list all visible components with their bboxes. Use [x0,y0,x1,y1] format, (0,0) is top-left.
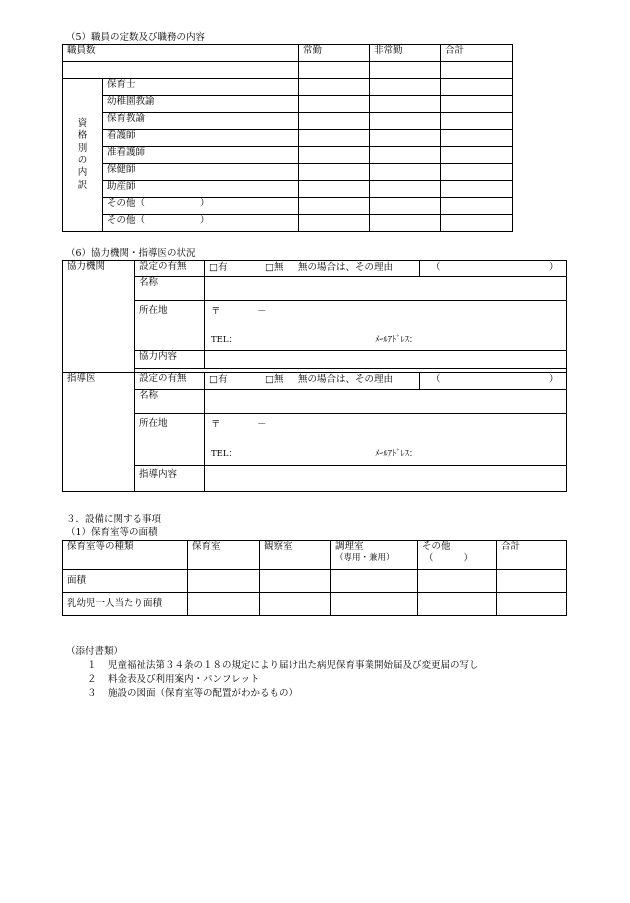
fulltime-header: 常勤 [299,45,370,62]
nursery-room-header: 保育室 [188,541,260,570]
cell[interactable] [260,570,331,593]
section-6-title: （6）協力機関・指導医の状況 [66,248,196,259]
address-cell[interactable] [205,301,567,351]
room-type-header: 保育室等の種類 [63,541,188,570]
total-header: 合計 [497,541,567,570]
qualification-breakdown-label: 資 格 別 の 内 訳 [63,79,103,232]
cell[interactable] [370,96,441,113]
setting-label: 設定の有無 [135,261,205,277]
cell[interactable] [370,181,441,198]
cell[interactable] [299,62,370,79]
attachments-title: （添付書類） [66,646,124,657]
postal-dash: － [257,306,267,317]
paren-close: ） [549,374,559,385]
row-label: 助産師 [103,181,299,198]
row-label: 保健師 [103,164,299,181]
email-label: ﾒｰﾙｱﾄﾞﾚｽ： [375,335,418,345]
cell[interactable] [370,113,441,130]
cell[interactable] [260,593,331,616]
staff-total-row-label [63,62,299,79]
postal-mark: 〒 [211,419,221,430]
kitchen-header: 調理室 （専用・兼用） [331,541,418,570]
cell[interactable] [418,593,497,616]
content-field[interactable] [205,466,567,492]
cell[interactable] [441,62,513,79]
cell[interactable] [299,181,370,198]
section-3-subtitle: （1）保育室等の面積 [66,527,158,538]
parttime-header: 非常勤 [370,45,441,62]
cell[interactable] [497,593,567,616]
paren-close: ） [549,262,559,273]
address-label: 所在地 [135,301,205,351]
cell[interactable] [441,130,513,147]
cell[interactable] [299,113,370,130]
row-label: 看護師 [103,130,299,147]
tel-label: TEL： [211,449,238,459]
cell[interactable] [370,198,441,215]
cell[interactable] [370,147,441,164]
cell[interactable] [370,62,441,79]
cooperation-table [62,260,567,492]
cooperating-institution-label: 協力機関 [63,261,135,373]
cell[interactable] [188,593,260,616]
cell[interactable] [441,147,513,164]
cell[interactable] [441,181,513,198]
cell[interactable] [331,593,418,616]
staff-table [62,44,513,232]
postal-mark: 〒 [211,306,221,317]
cell[interactable] [370,130,441,147]
cell[interactable] [299,147,370,164]
cell[interactable] [188,570,260,593]
reason-label: 無の場合は、その理由 [298,374,394,385]
tel-label: TEL： [211,335,238,345]
row-label: 保育士 [103,79,299,96]
no-checkbox[interactable]: □無 [265,374,284,385]
content-label: 指導内容 [135,466,205,492]
paren-open: （ [431,374,441,385]
row-label-other: その他（ ） [103,215,299,232]
cell[interactable] [441,198,513,215]
supervising-doctor-label: 指導医 [63,373,135,492]
no-checkbox[interactable]: □無 [265,262,284,273]
name-field[interactable] [205,277,567,301]
attachment-number: １ [87,660,97,671]
content-field[interactable] [205,351,567,369]
per-child-area-row-label: 乳幼児一人当たり面積 [63,593,188,616]
name-label: 名称 [135,277,205,301]
cell[interactable] [418,570,497,593]
setting-cell [205,261,567,277]
address-label: 所在地 [135,414,205,466]
room-area-table [62,540,567,616]
cell[interactable] [370,79,441,96]
cell[interactable] [299,130,370,147]
content-label: 協力内容 [135,351,205,369]
cell[interactable] [331,570,418,593]
cell[interactable] [370,215,441,232]
cell[interactable] [299,96,370,113]
staff-count-header: 職員数 [63,45,299,62]
attachment-item: 料金表及び利用案内・パンフレット [108,674,260,685]
observation-room-header: 観察室 [260,541,331,570]
address-cell[interactable] [205,414,567,466]
row-label: 保育教諭 [103,113,299,130]
name-label: 名称 [135,390,205,414]
reason-label: 無の場合は、その理由 [298,262,394,273]
yes-checkbox[interactable]: □有 [209,262,228,273]
setting-label: 設定の有無 [135,373,205,390]
email-label: ﾒｰﾙｱﾄﾞﾚｽ： [375,449,418,459]
cell[interactable] [299,198,370,215]
paren-open: （ [431,262,441,273]
cell[interactable] [441,96,513,113]
cell[interactable] [370,164,441,181]
row-label: 准看護師 [103,147,299,164]
cell[interactable] [299,79,370,96]
total-header: 合計 [441,45,513,62]
cell[interactable] [441,113,513,130]
area-row-label: 面積 [63,570,188,593]
section-5-title: （5）職員の定数及び職務の内容 [66,32,206,43]
cell[interactable] [299,164,370,181]
cell[interactable] [497,570,567,593]
row-label: 幼稚園教諭 [103,96,299,113]
postal-dash: － [257,419,267,430]
other-header: その他 （ ） [418,541,497,570]
divider [419,261,420,277]
section-3-title: ３．設備に関する事項 [66,514,162,525]
cell[interactable] [299,215,370,232]
row-label-other: その他（ ） [103,198,299,215]
name-field[interactable] [205,390,567,414]
attachment-item: 施設の図面（保育室等の配置がわかるもの） [108,688,299,699]
yes-checkbox[interactable]: □有 [209,374,228,385]
cell[interactable] [441,79,513,96]
cell[interactable] [441,164,513,181]
setting-cell [205,373,567,390]
attachment-item: 児童福祉法第３４条の１８の規定により届け出た病児保育事業開始届及び変更届の写し [108,660,479,671]
cell[interactable] [441,215,513,232]
divider [419,373,420,390]
attachment-number: ３ [87,688,97,699]
attachment-number: ２ [87,674,97,685]
